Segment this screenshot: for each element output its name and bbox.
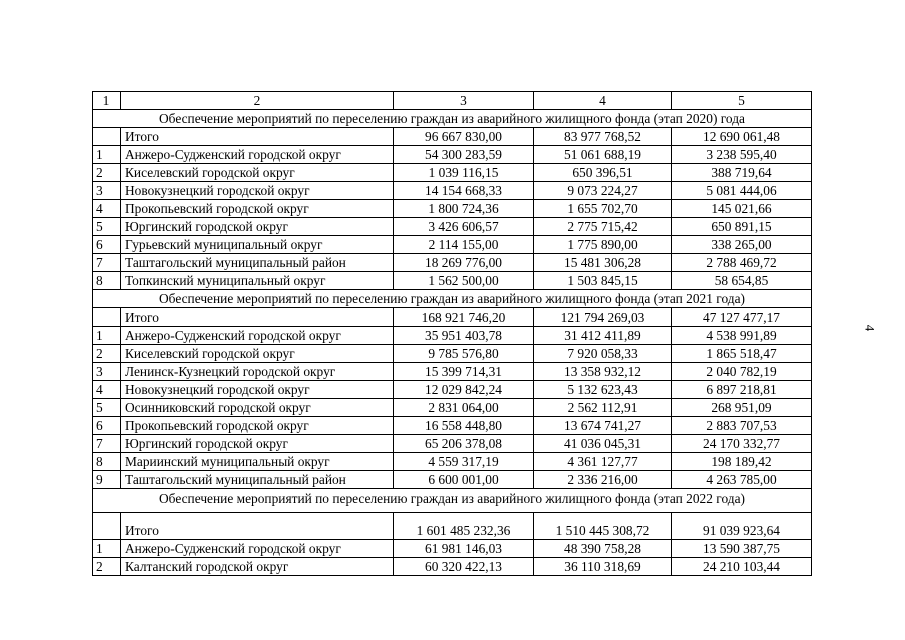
- row-number-cell: [93, 308, 121, 327]
- value-col4: 15 481 306,28: [534, 254, 672, 272]
- value-col4: 1 503 845,15: [534, 272, 672, 290]
- municipality-name: Калтанский городской округ: [121, 558, 394, 576]
- municipality-name: Анжеро-Судженский городской округ: [121, 327, 394, 345]
- table-row: [93, 453, 812, 471]
- column-number: 2: [121, 92, 394, 110]
- value-col4: 9 073 224,27: [534, 182, 672, 200]
- value-col5: 1 865 518,47: [672, 345, 812, 363]
- table-row: [93, 254, 812, 272]
- municipality-name: Новокузнецкий городской округ: [121, 182, 394, 200]
- table-row: [93, 363, 812, 381]
- value-col3: 65 206 378,08: [394, 435, 534, 453]
- value-col3: 9 785 576,80: [394, 345, 534, 363]
- column-number: 3: [394, 92, 534, 110]
- value-col5: 6 897 218,81: [672, 381, 812, 399]
- table-row: [93, 182, 812, 200]
- value-col5: 24 210 103,44: [672, 558, 812, 576]
- municipality-name: Анжеро-Судженский городской округ: [121, 146, 394, 164]
- value-col3: 6 600 001,00: [394, 471, 534, 489]
- column-number: 4: [534, 92, 672, 110]
- total-col4: 121 794 269,03: [534, 308, 672, 327]
- value-col3: 61 981 146,03: [394, 540, 534, 558]
- value-col3: 3 426 606,57: [394, 218, 534, 236]
- value-col5: 3 238 595,40: [672, 146, 812, 164]
- row-number: 4: [93, 200, 121, 218]
- value-col4: 1 655 702,70: [534, 200, 672, 218]
- municipality-name: Новокузнецкий городской округ: [121, 381, 394, 399]
- section-title: Обеспечение мероприятий по переселению граждан из аварийного жилищного фонда (этап 2022 года): [93, 489, 812, 513]
- value-col3: 1 562 500,00: [394, 272, 534, 290]
- municipality-name: Прокопьевский городской округ: [121, 417, 394, 435]
- total-label: Итого: [121, 128, 394, 146]
- row-number: 5: [93, 218, 121, 236]
- total-col3: 1 601 485 232,36: [394, 513, 534, 540]
- table-row: [93, 417, 812, 435]
- table-row: [93, 164, 812, 182]
- total-col4: 83 977 768,52: [534, 128, 672, 146]
- municipality-name: Анжеро-Судженский городской округ: [121, 540, 394, 558]
- value-col3: 1 800 724,36: [394, 200, 534, 218]
- table-row: [93, 345, 812, 363]
- value-col5: 2 788 469,72: [672, 254, 812, 272]
- total-col5: 12 690 061,48: [672, 128, 812, 146]
- row-number: 2: [93, 164, 121, 182]
- row-number: 3: [93, 363, 121, 381]
- total-col5: 47 127 477,17: [672, 308, 812, 327]
- total-col3: 96 667 830,00: [394, 128, 534, 146]
- municipality-name: Юргинский городской округ: [121, 218, 394, 236]
- municipality-name: Юргинский городской округ: [121, 435, 394, 453]
- value-col5: 268 951,09: [672, 399, 812, 417]
- table-row: [93, 558, 812, 576]
- row-number-cell: [93, 128, 121, 146]
- row-number: 7: [93, 435, 121, 453]
- value-col4: 48 390 758,28: [534, 540, 672, 558]
- value-col5: 2 883 707,53: [672, 417, 812, 435]
- value-col3: 15 399 714,31: [394, 363, 534, 381]
- total-row: [93, 308, 812, 327]
- value-col5: 5 081 444,06: [672, 182, 812, 200]
- value-col5: 338 265,00: [672, 236, 812, 254]
- row-number: 8: [93, 272, 121, 290]
- value-col4: 31 412 411,89: [534, 327, 672, 345]
- section-title: Обеспечение мероприятий по переселению граждан из аварийного жилищного фонда (этап 2021 года): [93, 290, 812, 308]
- municipality-name: Гурьевский муниципальный округ: [121, 236, 394, 254]
- row-number: 7: [93, 254, 121, 272]
- value-col3: 60 320 422,13: [394, 558, 534, 576]
- table-row: [93, 540, 812, 558]
- row-number: 2: [93, 558, 121, 576]
- value-col4: 1 775 890,00: [534, 236, 672, 254]
- value-col4: 2 775 715,42: [534, 218, 672, 236]
- row-number-cell: [93, 513, 121, 540]
- total-col5: 91 039 923,64: [672, 513, 812, 540]
- table-row: [93, 272, 812, 290]
- value-col3: 2 831 064,00: [394, 399, 534, 417]
- value-col5: 388 719,64: [672, 164, 812, 182]
- table-row: [93, 218, 812, 236]
- value-col5: 13 590 387,75: [672, 540, 812, 558]
- row-number: 9: [93, 471, 121, 489]
- municipality-name: Таштагольский муниципальный район: [121, 471, 394, 489]
- value-col4: 41 036 045,31: [534, 435, 672, 453]
- value-col5: 58 654,85: [672, 272, 812, 290]
- value-col4: 2 562 112,91: [534, 399, 672, 417]
- municipality-name: Киселевский городской округ: [121, 164, 394, 182]
- value-col3: 2 114 155,00: [394, 236, 534, 254]
- row-number: 2: [93, 345, 121, 363]
- table-row: [93, 327, 812, 345]
- value-col5: 650 891,15: [672, 218, 812, 236]
- value-col3: 18 269 776,00: [394, 254, 534, 272]
- value-col5: 198 189,42: [672, 453, 812, 471]
- section-title-row: [93, 290, 812, 308]
- table-row: [93, 200, 812, 218]
- row-number: 1: [93, 146, 121, 164]
- section-title-row: [93, 110, 812, 128]
- value-col3: 54 300 283,59: [394, 146, 534, 164]
- value-col4: 650 396,51: [534, 164, 672, 182]
- value-col3: 14 154 668,33: [394, 182, 534, 200]
- value-col5: 24 170 332,77: [672, 435, 812, 453]
- row-number: 6: [93, 236, 121, 254]
- value-col4: 7 920 058,33: [534, 345, 672, 363]
- value-col5: 4 263 785,00: [672, 471, 812, 489]
- table-row: [93, 381, 812, 399]
- column-numbers-row: [93, 92, 812, 110]
- total-col3: 168 921 746,20: [394, 308, 534, 327]
- municipality-name: Ленинск-Кузнецкий городской округ: [121, 363, 394, 381]
- value-col4: 5 132 623,43: [534, 381, 672, 399]
- value-col5: 145 021,66: [672, 200, 812, 218]
- total-label: Итого: [121, 513, 394, 540]
- total-label: Итого: [121, 308, 394, 327]
- value-col5: 4 538 991,89: [672, 327, 812, 345]
- table-row: [93, 435, 812, 453]
- row-number: 6: [93, 417, 121, 435]
- funding-table: [92, 91, 812, 576]
- value-col3: 12 029 842,24: [394, 381, 534, 399]
- value-col5: 2 040 782,19: [672, 363, 812, 381]
- value-col3: 16 558 448,80: [394, 417, 534, 435]
- value-col4: 13 674 741,27: [534, 417, 672, 435]
- total-row: [93, 128, 812, 146]
- row-number: 4: [93, 381, 121, 399]
- municipality-name: Топкинский муниципальный округ: [121, 272, 394, 290]
- table-row: [93, 146, 812, 164]
- page-number: 4: [862, 324, 878, 332]
- table-row: [93, 236, 812, 254]
- total-col4: 1 510 445 308,72: [534, 513, 672, 540]
- row-number: 8: [93, 453, 121, 471]
- value-col3: 1 039 116,15: [394, 164, 534, 182]
- value-col4: 2 336 216,00: [534, 471, 672, 489]
- row-number: 1: [93, 540, 121, 558]
- table-row: [93, 399, 812, 417]
- municipality-name: Прокопьевский городской округ: [121, 200, 394, 218]
- value-col4: 36 110 318,69: [534, 558, 672, 576]
- table-row: [93, 471, 812, 489]
- total-row: [93, 513, 812, 540]
- value-col4: 13 358 932,12: [534, 363, 672, 381]
- value-col4: 51 061 688,19: [534, 146, 672, 164]
- row-number: 3: [93, 182, 121, 200]
- value-col3: 35 951 403,78: [394, 327, 534, 345]
- column-number: 5: [672, 92, 812, 110]
- value-col3: 4 559 317,19: [394, 453, 534, 471]
- section-title: Обеспечение мероприятий по переселению граждан из аварийного жилищного фонда (этап 2020) года: [93, 110, 812, 128]
- row-number: 5: [93, 399, 121, 417]
- section-title-row: [93, 489, 812, 513]
- municipality-name: Таштагольский муниципальный район: [121, 254, 394, 272]
- value-col4: 4 361 127,77: [534, 453, 672, 471]
- municipality-name: Мариинский муниципальный округ: [121, 453, 394, 471]
- municipality-name: Осинниковский городской округ: [121, 399, 394, 417]
- column-number: 1: [93, 92, 121, 110]
- municipality-name: Киселевский городской округ: [121, 345, 394, 363]
- row-number: 1: [93, 327, 121, 345]
